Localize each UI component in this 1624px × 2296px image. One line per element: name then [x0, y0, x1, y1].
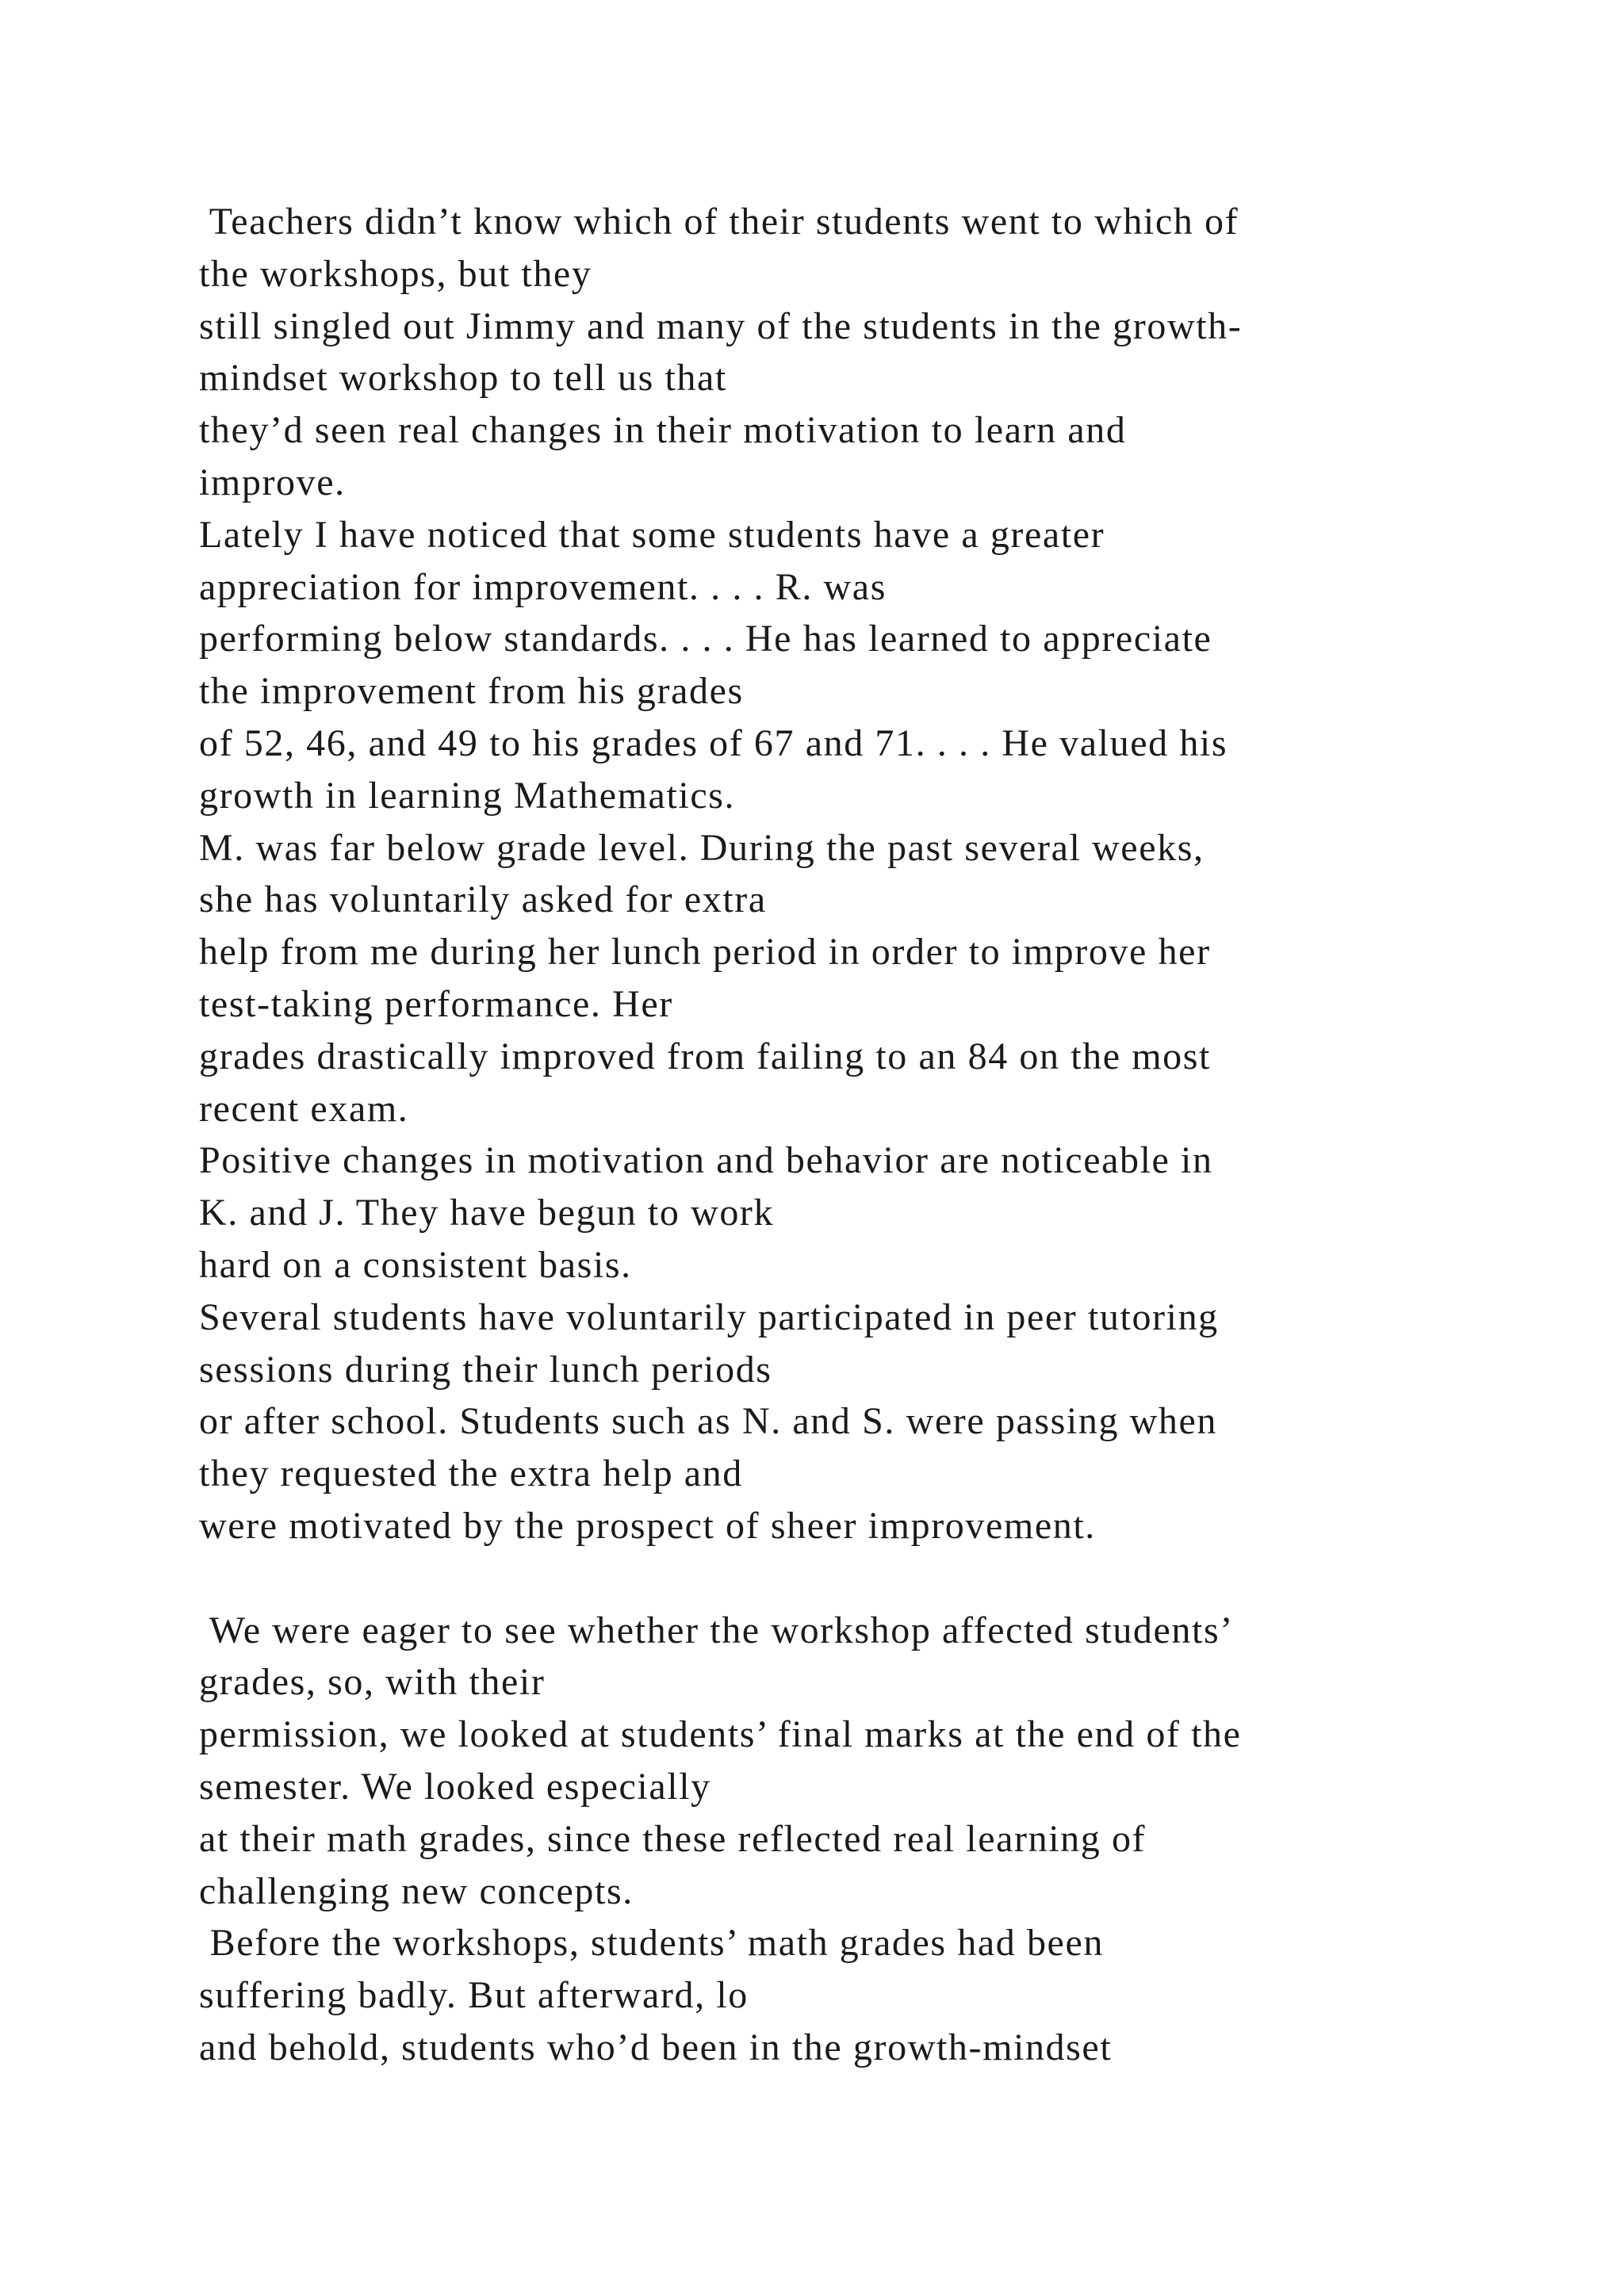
text-line: grades drastically improved from failing to an 84 on the most — [199, 1035, 1211, 1077]
text-line: recent exam. — [199, 1087, 409, 1130]
text-line: permission, we looked at students’ final marks at the end of the — [199, 1713, 1242, 1756]
text-line: mindset workshop to tell us that — [199, 357, 727, 400]
paragraph-break — [199, 1552, 1436, 1605]
text-line: at their math grades, since these reflected real learning of — [199, 1817, 1147, 1860]
text-line: they’d seen real changes in their motivation to learn and — [199, 409, 1127, 452]
text-line: grades, so, with their — [199, 1661, 546, 1704]
text-line: Lately I have noticed that some students have a greater — [199, 513, 1105, 556]
text-line: M. was far below grade level. During the past several weeks, — [199, 826, 1205, 869]
text-line: performing below standards. . . . He has learned to appreciate — [199, 618, 1212, 660]
text-line: sessions during their lunch periods — [199, 1348, 772, 1391]
text-line: growth in learning Mathematics. — [199, 774, 736, 817]
text-line: she has voluntarily asked for extra — [199, 878, 767, 921]
text-line: Teachers didn’t know which of their students went to which of — [199, 201, 1239, 243]
text-line: help from me during her lunch period in order to improve her — [199, 931, 1211, 974]
text-line: Several students have voluntarily participated in peer tutoring — [199, 1295, 1219, 1338]
text-line: the improvement from his grades — [199, 670, 744, 713]
text-line: appreciation for improvement. . . . R. was — [199, 565, 887, 608]
text-line: We were eager to see whether the workshop affected students’ — [199, 1609, 1234, 1651]
text-line: Before the workshops, students’ math grades had been — [199, 1922, 1104, 1965]
text-line: still singled out Jimmy and many of the students in the growth- — [199, 304, 1243, 347]
text-line: of 52, 46, and 49 to his grades of 67 and 71. . . . He valued his — [199, 721, 1228, 764]
text-line: Positive changes in motivation and behavior are noticeable in — [199, 1139, 1213, 1182]
text-line: they requested the extra help and — [199, 1452, 743, 1495]
text-line: challenging new concepts. — [199, 1869, 634, 1912]
text-line: test-taking performance. Her — [199, 982, 673, 1025]
text-line: suffering badly. But afterward, lo — [199, 1974, 749, 2017]
text-line: hard on a consistent basis. — [199, 1243, 632, 1286]
text-line: improve. — [199, 461, 346, 503]
text-line: semester. We looked especially — [199, 1765, 711, 1808]
text-line: K. and J. They have begun to work — [199, 1192, 775, 1234]
text-line: were motivated by the prospect of sheer improvement. — [199, 1504, 1096, 1547]
text-line: and behold, students who’d been in the growth-mindset — [199, 2026, 1113, 2068]
text-line: the workshops, but they — [199, 252, 592, 295]
text-line: or after school. Students such as N. and S. were passing when — [199, 1400, 1218, 1443]
document-body — [199, 196, 1436, 2074]
